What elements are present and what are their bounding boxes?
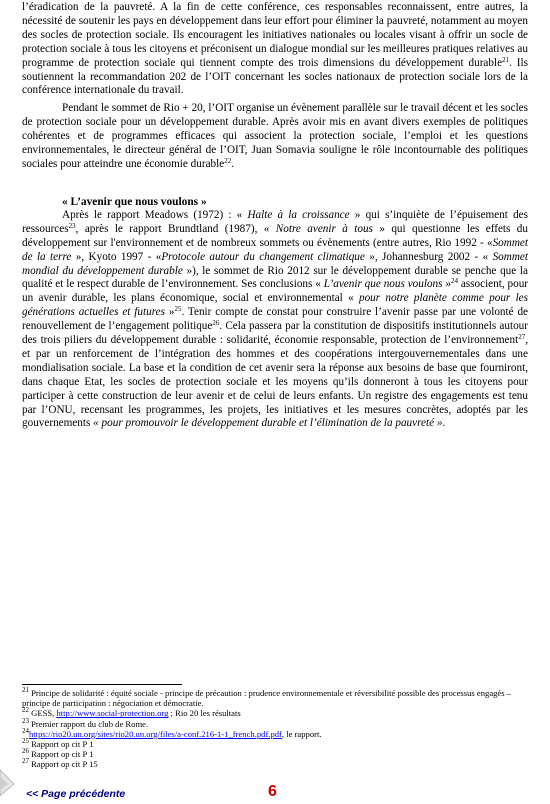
italic-text: Notre avenir à tous xyxy=(275,222,373,235)
italic-text: « pour promouvoir le développement durable et l’élimination de la pauvreté » xyxy=(93,417,443,430)
footnote-ref-24[interactable]: 24 xyxy=(450,277,458,286)
text: » xyxy=(164,306,175,319)
text: . Tenir compte de constat pour construire l’avenir passe par une volonté de renouvellement de l’engagement politique xyxy=(22,306,529,333)
text: », Kyoto 1997 - « xyxy=(71,250,162,263)
footnote-text: Premier rapport du club de Rome. xyxy=(29,718,149,729)
rio20-report-link[interactable]: https://rio20.un.org/sites/rio20.un.org/files/a-conf.216-1-1_french.pdf.pdf xyxy=(29,728,282,739)
paragraph-rio20 xyxy=(22,102,528,172)
footnote-ref-23[interactable]: 23 xyxy=(68,221,76,230)
footnote-number: 26 xyxy=(22,747,29,756)
footnote-text: Rapport op cit P 1 xyxy=(29,749,94,760)
previous-page-link[interactable]: << Page précédente xyxy=(26,788,126,800)
italic-text: Protocole autour du changement climatique xyxy=(161,250,365,263)
footnote-27 xyxy=(22,759,522,769)
footnote-number: 21 xyxy=(22,686,29,694)
text: . Cela passera par la constitution de dispositifs institutionnels autour des trois piliers du développement durable : solidarité, économie responsable, protection de l’environnement xyxy=(22,320,528,347)
footnotes xyxy=(22,688,522,770)
footnote-22 xyxy=(22,708,522,718)
text: , et par un renforcement de l’intégration des hommes et des coopérations intergouvernementales dans une mondialisation sociale. La base et la condition de cet avenir sera la réponse aux besoins de base que fourniront, dans chaque Etat, les socles de protection sociale et les moyens qu’ils donneront à tous les citoyens pour participer à cette construction de leur avenir et de celui de leurs enfants. Un registre des engagements est tenu par l’ONU, recensant les programmes, les projets, les initiatives et les mesures concrètes, adoptés par les gouvernements xyxy=(22,334,528,430)
text: . xyxy=(442,417,446,430)
text: associent, pour un avenir durable, les plans économique, social et environnemental « xyxy=(22,278,529,305)
text: » qui questionne les effets du développement sur l'environnement et de nombreux sommets ou évènements (entre autres, Rio 1992 - « xyxy=(22,222,528,249)
footnote-text: ; Rio 20 les résultats xyxy=(168,708,241,719)
footnote-text: Rapport op cit P 15 xyxy=(29,759,98,770)
text: . xyxy=(231,157,235,170)
footnote-separator xyxy=(22,684,182,685)
footnote-number: 25 xyxy=(22,737,29,746)
footnote-number: 23 xyxy=(22,716,29,725)
footnote-number: 24 xyxy=(22,726,29,735)
text: »), le sommet de Rio 2012 sur le développement durable se penche que la qualité et le respect durable de l’environnement. Ses conclusions « xyxy=(22,264,528,291)
footnote-text: GESS, xyxy=(29,708,57,719)
paragraph-eradication xyxy=(22,1,528,98)
footnote-text: Rapport op cit P 1 xyxy=(29,739,94,750)
text: », Johannesburg 2002 - « xyxy=(364,250,489,263)
text: » qui s’inquiète de l’épuisement des ressources xyxy=(22,208,529,235)
footnote-ref-27[interactable]: 27 xyxy=(518,333,526,342)
footnote-text: , le rapport. xyxy=(281,728,322,739)
italic-text: L’avenir que nous voulons xyxy=(323,278,443,291)
document-page xyxy=(22,0,528,431)
text: Pendant le sommet de Rio + 20, l’OIT organise un évènement parallèle sur le travail décent et les socles de protection sociale pour un développement durable. Après avoir mis en avant divers exemples de politiques cohérentes et de programmes efficaces qui associent la protection sociale, l’emploi et les questions environnementales, le directeur général de l’OIT, Juan Somavia souligne le rôle incontournable des politiques sociales pour atteindre une économie durable xyxy=(22,102,528,170)
footnote-24 xyxy=(22,726,522,739)
footnote-23 xyxy=(22,716,522,729)
footnote-21 xyxy=(22,688,522,708)
footnote-text: Principe de solidarité : équité sociale - principe de précaution : prudence environnementale et réversibilité possible des processus engagés – principe de participation : négociation et démocratie. xyxy=(22,688,512,709)
page-number: 6 xyxy=(268,783,277,800)
text: , après le rapport Brundtland (1987), « xyxy=(75,222,276,235)
footnote-number: 22 xyxy=(22,706,29,715)
italic-text: Sommet de la terre xyxy=(22,236,528,263)
text: Après le rapport Meadows (1972) : « xyxy=(62,208,248,221)
social-protection-link[interactable]: http://www.social-protection.org xyxy=(56,708,169,719)
italic-text: Halte à la croissance xyxy=(247,208,350,221)
text: l’éradication de la pauvreté. A la fin de cette conférence, ces responsables reconnaissent, entre autres, la nécessité de soutenir les pays en développement dans leur effort pour éliminer la pauvreté, notamment au moyen des socles de protection sociale. Ils encouragent les initiatives nationales ou locales visant à offrir un socle de protection sociale à tous les citoyens et préconisent un dialogue mondial sur les meilleures pratiques relatives au programme de protection sociale qui tiennent compte des trois dimensions du développement durable xyxy=(22,1,528,69)
text: . Ils soutiennent la recommandation 202 de l’OIT concernant les socles nationaux de protection sociale lors de la conférence internationale du travail. xyxy=(22,56,528,97)
paragraph-avenir xyxy=(22,209,528,432)
footnote-ref-22[interactable]: 22 xyxy=(224,156,232,165)
footnote-number: 27 xyxy=(22,757,29,766)
section-heading: « L’avenir que nous voulons » xyxy=(62,195,207,208)
italic-text: pour notre planète comme pour les générations actuelles et futures xyxy=(22,292,528,319)
footnote-ref-21[interactable]: 21 xyxy=(502,55,510,64)
footnote-ref-26[interactable]: 26 xyxy=(212,319,220,328)
footnote-25 xyxy=(22,739,522,749)
footnote-ref-25[interactable]: 25 xyxy=(174,305,182,314)
page-curl-icon xyxy=(0,766,20,796)
text: » xyxy=(442,278,451,291)
italic-text: Sommet mondial du développement durable xyxy=(22,250,529,277)
footnote-26 xyxy=(22,749,522,759)
